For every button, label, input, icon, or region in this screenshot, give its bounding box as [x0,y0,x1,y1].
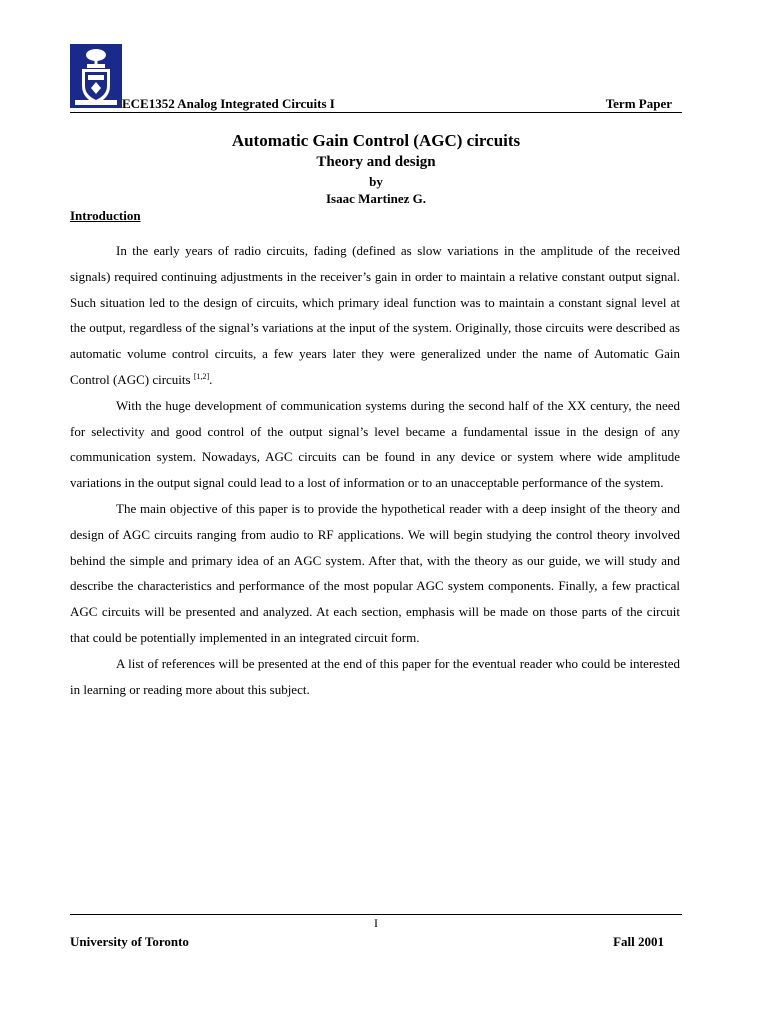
paper-title: Automatic Gain Control (AGC) circuits [231,131,521,150]
document-type: Term Paper [605,96,672,111]
paragraph-1-text: In the early years of radio circuits, fading (defined as slow variations in the amplitude of the received signals) required continuing adjustments in the receiver’s gain in order to maintain a relative constant output signal. Such situation led to the design of circuits, which primary ideal function was to maintain a constant signal level at the output, regardless of the signal’s variations at the input of the system. Originally, those circuits were described as automatic volume control circuits, a few years later they were generalized under the name of Automatic Gain Control (AGC) circuits [70,243,680,387]
footer-term: Fall 2001 [613,934,664,949]
paragraph-1 [70,238,680,393]
author-name: Isaac Martinez G. [325,191,426,206]
course-title: ECE1352 Analog Integrated Circuits I [122,96,335,111]
paragraph-4: A list of references will be presented at the end of this paper for the eventual reader who could be interested in learning or reading more about this subject. [70,655,680,697]
footer-institution: University of Toronto [70,934,189,949]
header-divider [70,112,682,113]
citation-1-2: [1,2] [193,371,210,381]
university-crest-icon [70,44,122,108]
paper-subtitle: Theory and design [316,154,436,170]
section-heading-introduction: Introduction [70,208,141,223]
paragraph-3: The main objective of this paper is to provide the hypothetical reader with a deep insight of the theory and design of AGC circuits ranging from audio to RF applications. We will begin studying the control theory involved behind the simple and primary idea of an AGC system. After that, with the theory as our guide, we will study and describe the characteristics and performance of the most popular AGC system components. Finally, a few practical AGC circuits will be presented and analyzed. At each section, emphasis will be made on those parts of the circuit that could be potentially implemented in an integrated circuit form. [70,500,680,645]
crest-graphic [70,44,122,108]
byline-by: by [369,174,383,189]
footer-divider [70,914,682,915]
body-text [70,238,680,702]
page-number: I [374,916,378,930]
paragraph-2: With the huge development of communication systems during the second half of the XX century, the need for selectivity and good control of the output signal’s level became a fundamental issue in the design of any communication system. Nowadays, AGC circuits can be found in any device or system where wide amplitude variations in the output signal could lead to a lost of information or to an unacceptable performance of the system. [70,397,680,491]
paragraph-1-end: . [209,371,213,387]
